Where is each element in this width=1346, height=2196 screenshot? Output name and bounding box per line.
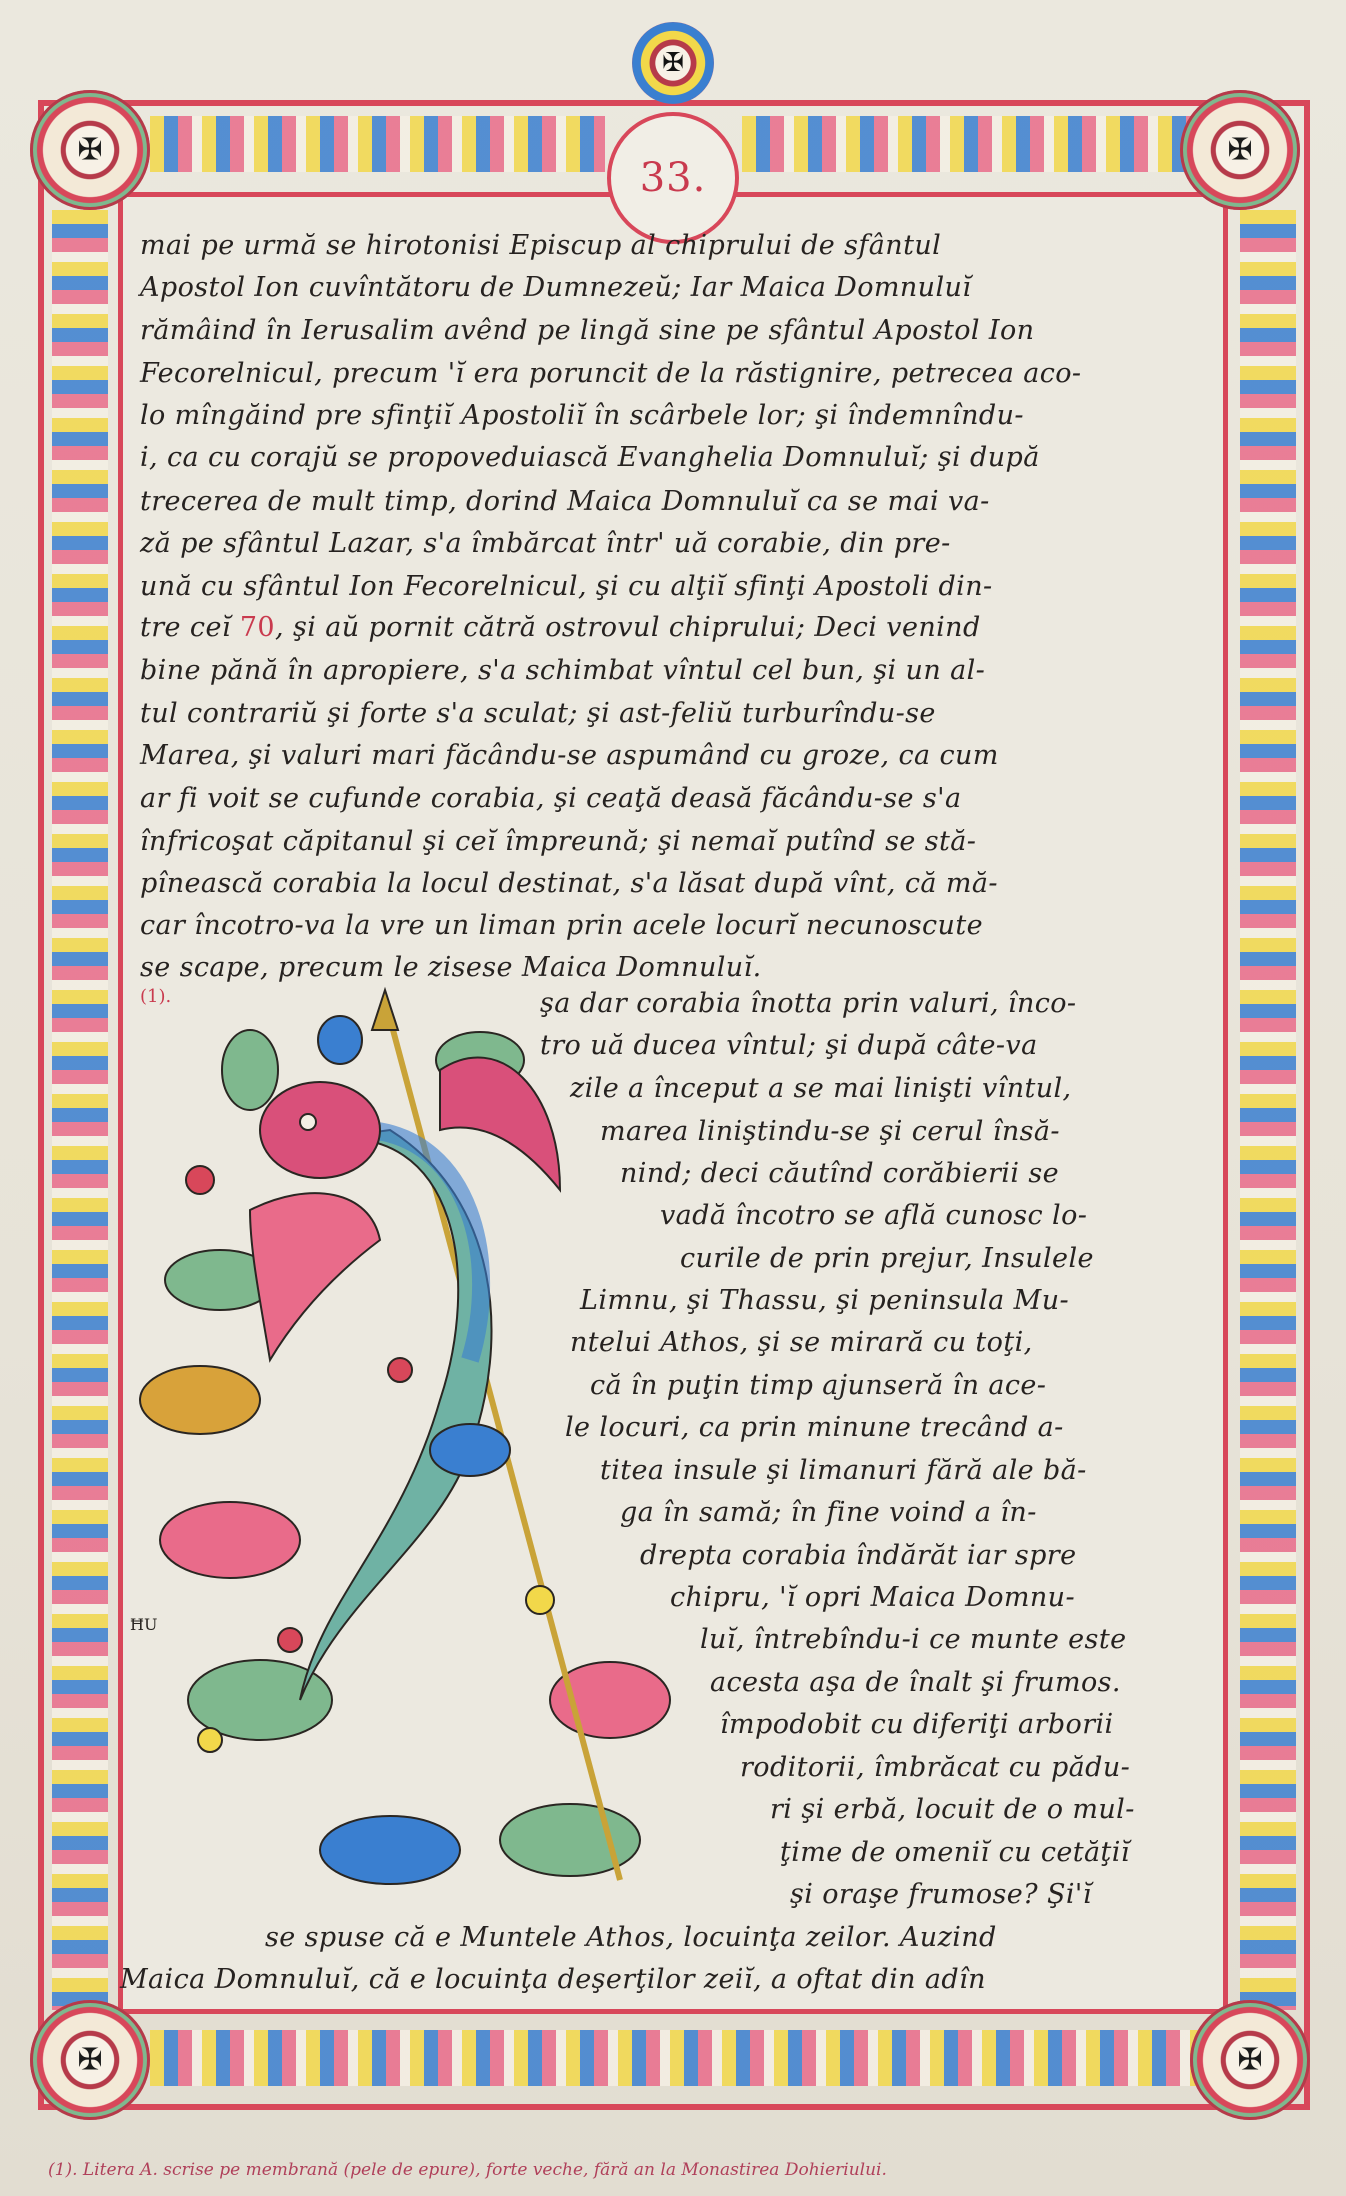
corner-medallion-bottom-left: [30, 2000, 150, 2120]
text-line: tul contrariŭ şi forte s'a sculat; şi ast-feliŭ turburîndu-se: [140, 698, 936, 729]
footnote: (1). Litera A. scrise pe membrană (pele de epure), forte veche, fără an la Monastirea Dohieriului.: [48, 2160, 887, 2180]
text-line: le locuri, ca prin minune trecând a-: [565, 1412, 1064, 1443]
text-line-with-red-number: [140, 612, 981, 643]
text-line: tro uă ducea vîntul; şi după câte-va: [540, 1030, 1038, 1061]
text-line: vadă încotro se află cunosc lo-: [660, 1200, 1088, 1231]
text-line: Marea, şi valuri mari făcându-se aspumând cu groze, ca cum: [140, 740, 999, 771]
page-number-circle: [607, 112, 739, 244]
text-fragment: tre ceĭ: [140, 612, 240, 643]
text-line: drepta corabia îndărăt iar spre: [640, 1540, 1077, 1571]
text-line: se scape, precum le zisese Maica Domnuluĭ.: [140, 952, 762, 983]
text-line: acesta aşa de înalt şi frumos.: [710, 1667, 1121, 1698]
corner-medallion-top-left: [30, 90, 150, 210]
cross-icon: ✠: [77, 2042, 103, 2078]
text-line: ga în samă; în fine voind a în-: [620, 1497, 1037, 1528]
text-line: ntelui Athos, şi se mirară cu toţi,: [570, 1327, 1033, 1358]
text-line: chipru, 'ĭ opri Maica Domnu-: [670, 1582, 1075, 1613]
text-line: ar fi voit se cufunde corabia, şi ceaţă deasă făcându-se s'a: [140, 783, 962, 814]
text-line: pînească corabia la locul destinat, s'a lăsat după vînt, că mă-: [140, 868, 998, 899]
text-line: ună cu sfântul Ion Fecorelnicul, şi cu alţiĭ sfinţi Apostoli din-: [140, 571, 993, 602]
text-line: titea insule şi limanuri fără ale bă-: [600, 1455, 1087, 1486]
artist-mark: ĦU: [130, 1615, 158, 1634]
text-fragment: , şi aŭ pornit cătră ostrovul chiprului; Deci venind: [275, 612, 981, 643]
corner-medallion-bottom-right: [1190, 2000, 1310, 2120]
footnote-marker: (1).: [140, 986, 172, 1007]
text-line: luĭ, întrebîndu-i ce munte este: [700, 1624, 1127, 1655]
text-line: Maica Domnuluĭ, că e locuinţa deşerţilor zeiĭ, a oftat din adîn: [120, 1964, 986, 1995]
cross-icon: ✠: [1237, 2042, 1263, 2078]
text-line: curile de prin prejur, Insulele: [680, 1243, 1094, 1274]
text-line: lo mîngăind pre sfinţiĭ Apostoliĭ în scârbele lor; şi îndemnîndu-: [140, 400, 1024, 431]
text-line: zile a început a se mai linişti vîntul,: [570, 1073, 1072, 1104]
corner-medallion-top-right: [1180, 90, 1300, 210]
top-ornament: [632, 22, 714, 104]
text-line: nind; deci căutînd corăbierii se: [620, 1158, 1059, 1189]
text-line: mai pe urmă se hirotonisi Episcup al chiprului de sfântul: [140, 230, 942, 261]
text-line: şi oraşe frumose? Şi'ĭ: [790, 1879, 1092, 1910]
text-line: şa dar corabia înotta prin valuri, înco-: [540, 988, 1077, 1019]
text-line: se spuse că e Muntele Athos, locuinţa zeilor. Auzind: [265, 1922, 997, 1953]
page-number: 33.: [639, 155, 707, 201]
text-line: i, ca cu corajŭ se propoveduiască Evanghelia Domnuluĭ; şi după: [140, 442, 1040, 473]
red-number: 70: [239, 612, 276, 643]
text-line: Limnu, şi Thassu, şi peninsula Mu-: [580, 1285, 1070, 1316]
text-line: rămâind în Ierusalim avênd pe lingă sine pe sfântul Apostol Ion: [140, 315, 1035, 346]
text-line: car încotro-va la vre un liman prin acele locurĭ necunoscute: [140, 910, 983, 941]
text-line: ză pe sfântul Lazar, s'a îmbărcat într' uă corabie, din pre-: [140, 528, 951, 559]
text-line: că în puţin timp ajunseră în ace-: [590, 1370, 1047, 1401]
text-line: roditorii, îmbrăcat cu pădu-: [740, 1752, 1131, 1783]
text-line: bine pănă în apropiere, s'a schimbat vîntul cel bun, şi un al-: [140, 655, 986, 686]
cross-icon: ✠: [662, 48, 684, 78]
text-line: înfricoşat căpitanul şi ceĭ împreună; şi nemaĭ putînd se stă-: [140, 826, 977, 857]
text-line: trecerea de mult timp, dorind Maica Domnuluĭ ca se mai va-: [140, 486, 990, 517]
text-line: ri şi erbă, locuit de o mul-: [770, 1794, 1135, 1825]
text-line: împodobit cu diferiţi arborii: [720, 1709, 1114, 1740]
text-line: Fecorelnicul, precum 'ĭ era poruncit de la răstignire, petrecea aco-: [140, 358, 1082, 389]
text-line: ţime de omeniĭ cu cetăţiĭ: [780, 1837, 1130, 1868]
text-line: Apostol Ion cuvîntătoru de Dumnezeŭ; Iar Maica Domnuluĭ: [140, 272, 972, 303]
cross-icon: ✠: [77, 132, 103, 168]
text-line: marea liniştindu-se şi cerul însă-: [600, 1116, 1060, 1147]
cross-icon: ✠: [1227, 132, 1253, 168]
